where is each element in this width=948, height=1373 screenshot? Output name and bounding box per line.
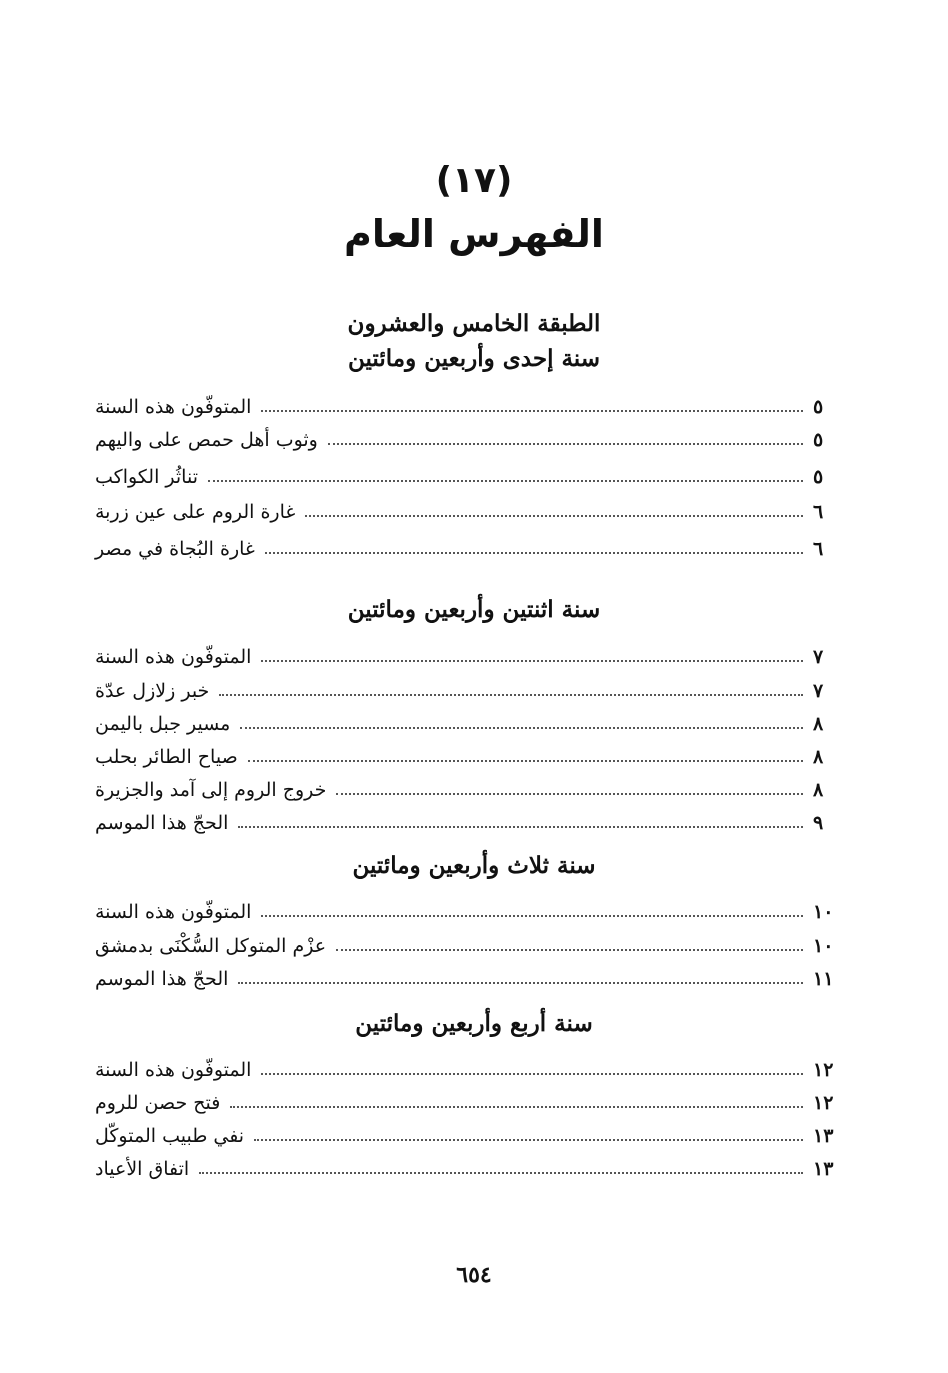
- section-title: سنة أربع وأربعين ومائتين: [355, 1010, 593, 1037]
- index-entry: [95, 425, 837, 455]
- entry-label: المتوفّون هذه السنة: [95, 1059, 252, 1081]
- dot-leader: [261, 1073, 803, 1075]
- entry-label: غارة البُجاة في مصر: [95, 538, 255, 560]
- index-entry: [95, 964, 837, 994]
- section-title: سنة إحدى وأربعين ومائتين: [347, 345, 601, 372]
- entry-page: ٩: [813, 812, 824, 834]
- entry-label: صياح الطائر بحلب: [95, 746, 238, 768]
- entry-label: خبر زلازل عدّة: [95, 680, 210, 702]
- entry-label: المتوفّون هذه السنة: [95, 396, 252, 418]
- entry-label: مسير جبل باليمن: [95, 713, 231, 735]
- entry-label: المتوفّون هذه السنة: [95, 646, 252, 668]
- index-entry: [95, 1088, 837, 1118]
- index-entry: [95, 1154, 837, 1184]
- entry-label: فتح حصن للروم: [95, 1092, 221, 1114]
- entry-page: ١١: [813, 968, 834, 990]
- index-entry: [95, 497, 837, 527]
- index-entry: [95, 931, 837, 961]
- index-entry: [95, 642, 837, 672]
- entry-page: ٨: [813, 746, 824, 768]
- entry-label: خروج الروم إلى آمد والجزيرة: [95, 779, 327, 801]
- entry-page: ٦: [813, 501, 824, 523]
- entry-label: وثوب أهل حمص على واليهم: [95, 429, 318, 451]
- dot-leader: [240, 727, 803, 729]
- dot-leader: [261, 660, 803, 662]
- entry-page: ٨: [813, 779, 824, 801]
- entry-page: ١٢: [813, 1059, 834, 1081]
- dot-leader: [261, 410, 803, 412]
- dot-leader: [261, 915, 803, 917]
- entry-page: ٧: [813, 646, 824, 668]
- entry-label: الحجّ هذا الموسم: [95, 968, 229, 990]
- dot-leader: [219, 694, 803, 696]
- entry-label: الحجّ هذا الموسم: [95, 812, 229, 834]
- dot-leader: [305, 515, 803, 517]
- entry-label: غارة الروم على عين زربة: [95, 501, 296, 523]
- dot-leader: [336, 793, 803, 795]
- dot-leader: [238, 826, 803, 828]
- entry-page: ١٣: [813, 1125, 834, 1147]
- index-entry: [95, 709, 837, 739]
- dot-leader: [199, 1172, 803, 1174]
- entry-label: تناثُر الكواكب: [95, 466, 198, 488]
- dot-leader: [328, 443, 803, 445]
- index-entry: [95, 742, 837, 772]
- entry-label: المتوفّون هذه السنة: [95, 901, 252, 923]
- section-title: سنة ثلاث وأربعين ومائتين: [352, 852, 596, 879]
- entry-label: عزْم المتوكل السُّكْنَى بدمشق: [95, 935, 327, 957]
- entry-page: ١٠: [813, 935, 834, 957]
- index-entry: [95, 676, 837, 706]
- entry-page: ١٠: [813, 901, 834, 923]
- index-entry: [95, 808, 837, 838]
- entry-page: ١٣: [813, 1158, 834, 1180]
- index-entry: [95, 1055, 837, 1085]
- dot-leader: [230, 1106, 803, 1108]
- entry-page: ٨: [813, 713, 824, 735]
- entry-page: ٦: [813, 538, 824, 560]
- dot-leader: [238, 982, 803, 984]
- chapter-title: الفهرس العام: [344, 212, 604, 256]
- index-entry: [95, 534, 837, 564]
- dot-leader: [248, 760, 803, 762]
- section-title: سنة اثنتين وأربعين ومائتين: [347, 596, 601, 623]
- entry-page: ٥: [813, 396, 824, 418]
- entry-label: اتفاق الأعياد: [95, 1158, 190, 1180]
- index-entry: [95, 897, 837, 927]
- index-entry: [95, 462, 837, 492]
- chapter-number: (١٧): [435, 160, 513, 201]
- dot-leader: [265, 552, 803, 554]
- entry-page: ٥: [813, 466, 824, 488]
- index-entry: [95, 775, 837, 805]
- tier-title: الطبقة الخامس والعشرون: [347, 310, 601, 337]
- entry-page: ١٢: [813, 1092, 834, 1114]
- index-entry: [95, 392, 837, 422]
- dot-leader: [254, 1139, 803, 1141]
- dot-leader: [208, 480, 803, 482]
- entry-page: ٧: [813, 680, 824, 702]
- index-entry: [95, 1121, 837, 1151]
- page-number: ٦٥٤: [456, 1262, 492, 1288]
- dot-leader: [336, 949, 803, 951]
- entry-page: ٥: [813, 429, 824, 451]
- entry-label: نفي طبيب المتوكّل: [95, 1125, 245, 1147]
